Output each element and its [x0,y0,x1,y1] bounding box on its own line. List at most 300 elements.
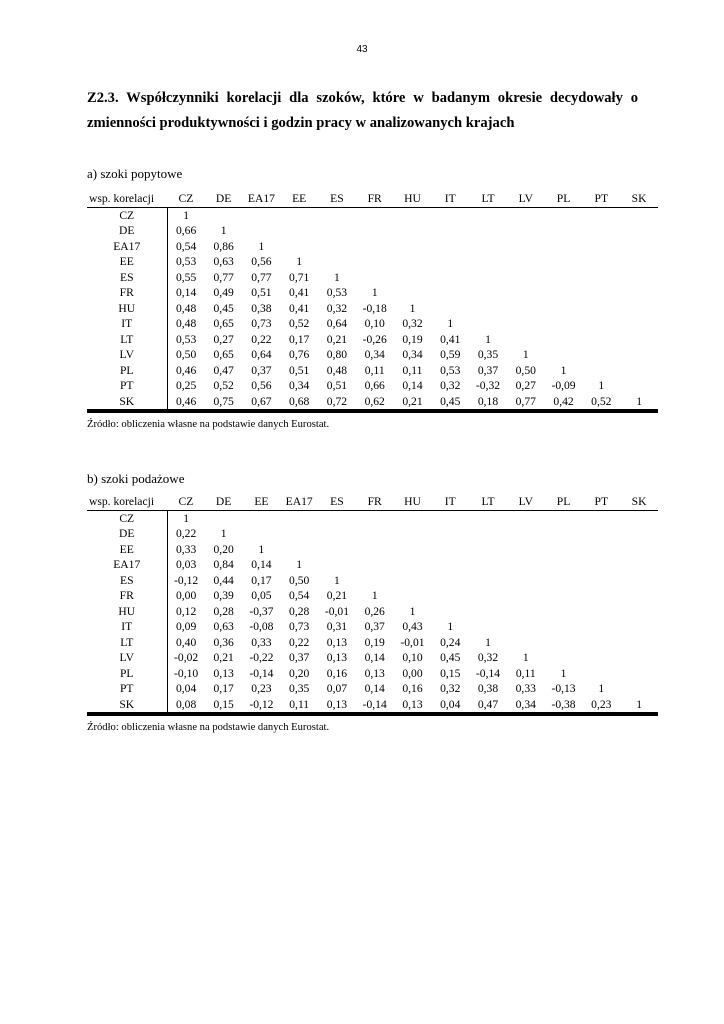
table-cell: 0,44 [213,573,234,587]
table-row [87,301,658,317]
row-label: LT [87,332,167,348]
source-note-demand: Źródło: obliczenia własne na podstawie danych Eurostat. [87,419,330,430]
column-header-ee: EE [280,191,318,207]
table-cell: 0,50 [175,348,197,361]
table-cell: 0,14 [175,286,197,299]
row-label: IT [87,316,167,332]
table-cell: 0,13 [364,666,385,680]
table-cell: 0,77 [507,394,545,410]
source-note-supply: Źródło: obliczenia własne na podstawie danych Eurostat. [87,722,330,733]
table-cell: -0,13 [551,682,576,695]
table-cell [469,254,507,270]
table-cell: 1 [334,270,340,284]
table-cell [582,270,620,286]
table-cell: 0,53 [326,286,348,299]
table-cell: -0,14 [356,697,394,713]
table-cell [620,588,658,604]
table-row [87,347,658,363]
row-label: SK [87,394,167,410]
table-cell [582,347,620,363]
table-cell: 1 [560,666,567,680]
table-cell: 0,17 [289,332,310,346]
table-cell [318,207,356,223]
table-cell [507,332,545,348]
table-cell: 0,15 [205,697,243,713]
row-label: SK [87,697,167,713]
table-cell [469,542,507,558]
table-cell [507,542,545,558]
table-cell [431,239,469,255]
table-cell: 0,14 [364,682,385,695]
table-row [87,604,658,620]
table-row [87,394,658,410]
table-cell [582,254,620,270]
table-cell [582,363,620,379]
table-cell: 1 [183,511,190,525]
table-cell: 0,17 [251,573,272,587]
table-cell: 0,13 [326,651,348,664]
table-row [87,573,658,589]
table-cell: 0,20 [213,542,234,556]
table-cell: 0,62 [356,394,394,410]
table-cell [620,378,658,394]
table-cell [582,285,620,301]
table-cell: 0,45 [440,651,461,664]
table-cell [507,239,545,255]
table-cell: 0,19 [364,635,385,649]
column-header-ee: EE [243,494,281,510]
table-cell: -0,18 [362,301,387,315]
table-cell [507,526,545,542]
table-cell: 0,59 [440,348,461,361]
table-cell [620,223,658,239]
table-cell: 1 [409,604,416,618]
table-cell: -0,26 [362,332,387,346]
column-header-ea17: EA17 [243,191,281,207]
table-cell: 0,10 [364,317,385,330]
row-label: EA17 [87,557,167,573]
column-header-lv: LV [507,494,545,510]
table-cell [545,239,583,255]
table-cell [620,316,658,332]
table-cell [469,588,507,604]
row-label: PT [87,681,167,697]
table-bottom-rule [87,410,658,413]
table-cell: 0,39 [213,589,234,602]
column-header-hu: HU [394,191,432,207]
table-cell: 0,08 [167,697,205,713]
row-label: LT [87,635,167,651]
table-cell: 0,16 [326,666,348,680]
table-cell: 0,17 [213,682,234,695]
table-cell: 0,11 [515,666,536,680]
corner-header: wsp. korelacji [87,494,167,510]
table-cell: 0,14 [364,651,385,664]
table-row [87,270,658,286]
table-cell [507,557,545,573]
table-cell [620,347,658,363]
table-cell [582,573,620,589]
table-cell [582,207,620,223]
table-cell: 1 [522,651,529,664]
table-cell: 0,33 [515,682,536,695]
column-header-ea17: EA17 [280,494,318,510]
table-row [87,666,658,682]
table-cell: 0,41 [289,301,310,315]
table-cell [620,573,658,589]
table-cell [620,557,658,573]
table-cell: 0,23 [251,682,272,695]
table-cell: 0,42 [545,394,583,410]
table-cell: 0,65 [213,348,234,361]
table-cell: 0,50 [289,573,310,587]
table-cell [620,542,658,558]
column-header-fr: FR [356,494,394,510]
table-cell: 0,47 [213,363,234,377]
table-cell: 0,34 [289,379,310,392]
table-row [87,316,658,332]
table-cell: 0,11 [402,363,423,377]
table-cell [280,239,318,255]
table-cell [394,573,432,589]
table-cell [545,285,583,301]
table-cell: 0,28 [213,604,234,618]
row-label: CZ [87,510,167,526]
table-cell [469,573,507,589]
table-cell [394,557,432,573]
table-cell: 1 [522,348,529,361]
table-cell: 0,52 [582,394,620,410]
table-cell: 0,67 [243,394,281,410]
table-cell [469,239,507,255]
table-cell [545,223,583,239]
column-header-de: DE [205,191,243,207]
table-cell [280,542,318,558]
table-cell: 0,28 [289,604,310,618]
table-row [87,557,658,573]
column-header-es: ES [318,494,356,510]
table-cell [280,526,318,542]
table-cell: 0,54 [175,239,197,253]
table-cell: 0,56 [251,379,272,392]
table-cell [507,301,545,317]
table-row [87,332,658,348]
table-cell [243,510,281,526]
table-cell [582,542,620,558]
table-cell [394,223,432,239]
table-cell [394,542,432,558]
table-cell [582,604,620,620]
table-cell: 0,86 [213,239,234,253]
table-cell [507,510,545,526]
table-cell: 0,49 [213,286,234,299]
table-cell [620,666,658,682]
table-cell [620,301,658,317]
table-cell: 1 [409,301,416,315]
table-cell [545,619,583,635]
table-cell: 1 [598,682,605,695]
row-label: PT [87,378,167,394]
table-cell: 1 [447,620,454,633]
table-cell: 0,73 [289,620,310,633]
table-cell: 0,23 [582,697,620,713]
table-cell [356,557,394,573]
table-cell: -0,32 [475,379,501,392]
table-cell [582,316,620,332]
table-cell: 0,48 [175,301,197,315]
table-cell [582,557,620,573]
table-cell [545,526,583,542]
table-cell [507,254,545,270]
table-cell: 0,22 [251,332,272,346]
table-cell: 0,31 [326,620,348,633]
table-cell: -0,01 [324,604,350,618]
table-cell: 0,48 [326,363,348,377]
table-cell: 0,07 [326,682,348,695]
table-cell [620,510,658,526]
table-cell: -0,22 [249,651,274,664]
table-cell [620,604,658,620]
table-cell: 0,52 [213,379,234,392]
row-label: LV [87,650,167,666]
table-cell [545,588,583,604]
table-cell [620,207,658,223]
table-cell: 0,15 [440,666,461,680]
table-cell: 1 [485,332,491,346]
table-cell [431,510,469,526]
table-cell [545,650,583,666]
table-cell: 0,32 [326,301,348,315]
row-label: IT [87,619,167,635]
table-row [87,588,658,604]
column-header-fr: FR [356,191,394,207]
table-cell: 0,54 [289,589,310,602]
table-cell: 0,09 [175,620,197,633]
table-cell [394,510,432,526]
table-cell: -0,14 [249,666,274,680]
column-header-es: ES [318,191,356,207]
table-cell [507,285,545,301]
table-cell [469,619,507,635]
table-cell: 0,32 [440,682,461,695]
table-cell [582,650,620,666]
table-row [87,681,658,697]
table-cell [469,510,507,526]
table-cell: 0,80 [326,348,348,361]
table-cell: 1 [258,239,265,253]
table-cell: 1 [334,573,340,587]
row-label: CZ [87,207,167,223]
section-label-demand: a) szoki popytowe [87,166,183,181]
table-cell: 1 [183,208,190,222]
table-cell [205,510,243,526]
table-cell [620,363,658,379]
table-cell [545,316,583,332]
table-cell [582,301,620,317]
table-cell: 0,33 [251,635,272,649]
table-cell: 0,77 [251,270,272,284]
table-cell: 0,19 [402,332,423,346]
table-cell [545,270,583,286]
table-cell: 0,13 [394,697,432,713]
table-cell [545,635,583,651]
table-cell: 0,63 [213,255,234,268]
table-cell [507,223,545,239]
table-cell: 0,32 [477,651,499,664]
table-cell [394,239,432,255]
table-cell [356,542,394,558]
table-row [87,254,658,270]
table-cell [545,332,583,348]
table-cell [394,207,432,223]
table-row [87,619,658,635]
row-label: HU [87,301,167,317]
table-cell: 0,14 [251,558,272,571]
table-cell: -0,09 [551,379,576,392]
table-bottom-rule [87,713,658,716]
table-cell [205,207,243,223]
table-cell [545,542,583,558]
table-cell: 0,14 [402,379,423,392]
table-cell [582,635,620,651]
table-cell [318,542,356,558]
page-number: 43 [356,44,368,55]
table-cell [545,604,583,620]
table-cell: 0,45 [213,301,234,315]
table-cell: 0,73 [251,317,272,330]
table-cell: 0,46 [175,363,197,377]
table-cell [469,316,507,332]
table-cell [394,254,432,270]
table-cell: 0,20 [289,666,310,680]
table-cell [469,557,507,573]
table-cell: 0,16 [402,682,423,695]
table-cell: 0,37 [364,620,385,633]
table-cell [394,526,432,542]
table-cell [356,207,394,223]
row-label: PL [87,666,167,682]
table-cell [356,526,394,542]
column-header-it: IT [431,494,469,510]
table-cell [582,510,620,526]
table-cell: 0,53 [440,363,461,377]
column-header-cz: CZ [167,494,205,510]
table-cell [620,635,658,651]
supply-correlation-table [87,494,658,713]
column-header-sk: SK [620,191,658,207]
table-cell: 1 [258,542,265,556]
table-cell [431,254,469,270]
table-cell: 0,64 [326,317,348,330]
table-cell: 0,68 [280,394,318,410]
table-cell: 1 [220,527,227,540]
table-cell: 0,36 [213,635,234,649]
table-row [87,697,658,713]
table-cell: -0,02 [174,651,199,664]
column-header-de: DE [205,494,243,510]
table-cell [582,526,620,542]
table-cell [507,635,545,651]
column-header-pl: PL [545,494,583,510]
table-cell [582,332,620,348]
table-cell: 0,41 [289,286,310,299]
table-cell [431,588,469,604]
table-cell: 0,76 [289,348,310,361]
table-cell: 1 [560,363,567,377]
table-cell [507,604,545,620]
table-cell: 0,47 [469,697,507,713]
table-cell: 0,72 [318,394,356,410]
column-header-lv: LV [507,191,545,207]
table-cell: 0,04 [175,682,197,695]
table-cell: 0,27 [515,379,536,392]
row-label: PL [87,363,167,379]
table-cell [431,557,469,573]
table-cell: 1 [447,317,454,330]
table-cell: 0,22 [175,527,197,540]
table-cell: -0,01 [400,635,425,649]
table-cell [318,526,356,542]
table-cell [318,239,356,255]
table-cell: -0,12 [243,697,281,713]
table-cell: 0,12 [175,604,197,618]
table-cell: 0,46 [167,394,205,410]
table-cell: 0,18 [469,394,507,410]
page-title: Z2.3. Współczynniki korelacji dla szoków, które w badanym okresie decydowały o zmienności produktywności i godzin pracy w analizowanych krajach [87,90,638,131]
table-row [87,510,658,526]
table-cell [545,301,583,317]
row-label: DE [87,223,167,239]
table-cell [318,510,356,526]
table-cell: 0,03 [175,558,197,571]
table-cell [356,223,394,239]
table-cell: 0,35 [477,348,499,361]
table-cell: 1 [371,286,378,299]
table-cell: 0,40 [175,635,197,649]
row-label: EA17 [87,239,167,255]
row-label: HU [87,604,167,620]
table-row [87,223,658,239]
table-row [87,378,658,394]
table-cell [620,239,658,255]
table-cell: 0,21 [394,394,432,410]
table-cell: 0,05 [251,589,272,602]
table-cell: 1 [598,379,605,392]
table-cell [620,619,658,635]
table-cell: 0,38 [477,682,499,695]
table-cell: 0,53 [175,332,197,346]
table-cell: 0,37 [289,651,310,664]
table-row [87,542,658,558]
row-label: FR [87,588,167,604]
row-label: EE [87,254,167,270]
row-label: ES [87,573,167,589]
row-label: EE [87,542,167,558]
table-cell [507,619,545,635]
table-cell [469,604,507,620]
table-cell [545,510,583,526]
table-cell: 0,55 [175,270,197,284]
table-cell [469,285,507,301]
table-cell: 0,04 [431,697,469,713]
table-cell [620,254,658,270]
table-cell [394,285,432,301]
table-cell [620,285,658,301]
row-label: LV [87,347,167,363]
table-cell: 0,56 [251,255,272,268]
table-cell [280,207,318,223]
table-cell [356,254,394,270]
